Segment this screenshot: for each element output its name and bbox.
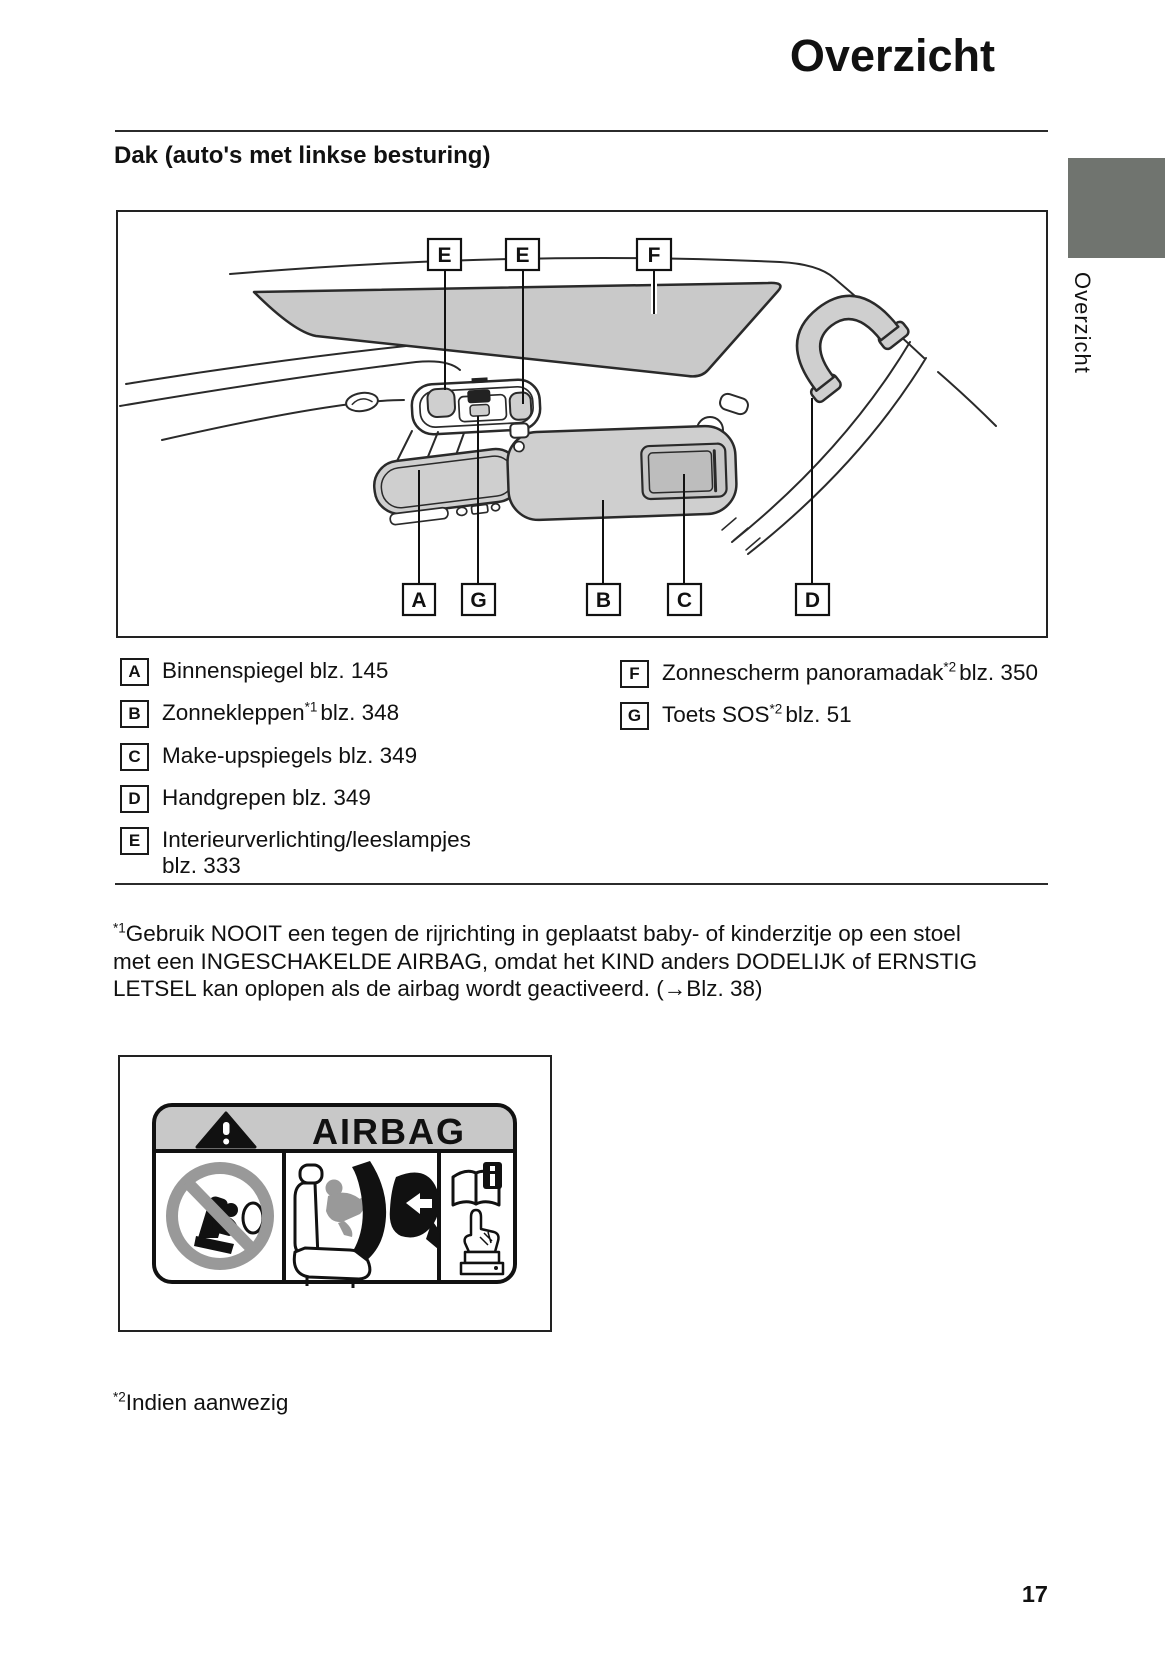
legend-row-G <box>620 702 852 730</box>
page-number: 17 <box>1021 1581 1048 1607</box>
diagram-label-B: B <box>595 589 612 612</box>
airbag-warning-label <box>120 1057 550 1330</box>
airbag-deployment-icon <box>294 1161 440 1288</box>
rearview-mirror <box>371 446 525 526</box>
legend-text-E: Interieurverlichting/leeslampjes blz. 333 <box>162 827 471 878</box>
diagram-label-A: A <box>411 589 427 612</box>
footnote-ref: *1 <box>113 920 126 936</box>
legend-rule <box>115 883 1048 885</box>
sun-visor <box>506 416 737 521</box>
legend-key-D: D <box>120 785 149 813</box>
legend-text-B: Zonnekleppen$^{*1}$ blz. 348 <box>162 699 400 725</box>
legend-row-D <box>120 785 371 813</box>
roof-diagram-svg <box>118 212 1046 636</box>
footnote-1-line2: met een INGESCHAKELDE AIRBAG, omdat het KIND anders DODELIJK of ERNSTIG <box>113 948 978 974</box>
pointing-hand-icon <box>461 1210 503 1274</box>
diagram-label-D: D <box>804 589 821 612</box>
footnote-ref: *2 <box>113 1389 126 1405</box>
legend-row-E <box>120 827 471 879</box>
section-heading: Dak (auto's met linkse besturing) <box>114 142 491 169</box>
legend-text-F: Zonnescherm panoramadak$^{*2}$ blz. 350 <box>662 659 1038 685</box>
sunroof-panel <box>254 283 780 377</box>
footnote-2 <box>113 1389 1053 1417</box>
footnote-ref: *2 <box>943 659 957 675</box>
diagram-label-G: G <box>470 589 487 612</box>
legend-text-D: Handgrepen blz. 349 <box>162 785 371 810</box>
headliner-line <box>120 361 460 406</box>
footnote-2-line: $^{*2}$Indien aanwezig <box>113 1389 289 1415</box>
legend-key-F: F <box>620 660 649 688</box>
legend-row-C <box>120 743 417 771</box>
diagram-label-E2: E <box>515 244 530 267</box>
diagram-label-E1: E <box>437 244 452 267</box>
page-title: Overzicht <box>789 30 995 81</box>
legend-text-C: Make-upspiegels blz. 349 <box>162 743 418 768</box>
no-rear-facing-child-seat-icon <box>172 1168 268 1264</box>
sos-button <box>467 389 491 403</box>
footnote-1-line1: $^{*1}$Gebruik NOOIT een tegen de rijrichting in geplaatst baby- of kinderzitje op een stoel <box>113 920 961 946</box>
airbag-label-title: AIRBAG <box>312 1111 466 1152</box>
legend-text-A: Binnenspiegel blz. 145 <box>162 658 389 683</box>
legend-text-E-line2: blz. 333 <box>162 853 241 878</box>
diagram-label-C: C <box>676 589 693 612</box>
diagram-label-F: F <box>647 244 661 267</box>
map-light-left <box>427 388 455 417</box>
headliner-line <box>126 346 406 384</box>
roof-diagram-frame <box>116 210 1048 638</box>
legend-row-B <box>120 700 399 728</box>
legend-row-A <box>120 658 388 686</box>
chapter-tab-label: Overzicht <box>1070 272 1095 374</box>
grab-handle <box>772 273 910 404</box>
coat-hook-icon <box>345 391 379 413</box>
chapter-tab <box>1068 158 1165 258</box>
legend-key-G: G <box>620 702 649 730</box>
legend-key-E: E <box>120 827 149 855</box>
legend-row-F <box>620 660 1038 688</box>
title-rule <box>115 130 1048 132</box>
owners-manual-icon <box>453 1162 502 1205</box>
footnote-1 <box>113 920 1053 1003</box>
footnote-ref: *2 <box>769 701 783 717</box>
footnote-1-line3: LETSEL kan oplopen als de airbag wordt geactiveerd. (→Blz. 38) <box>113 976 763 1001</box>
legend-key-B: B <box>120 700 149 728</box>
legend-key-C: C <box>120 743 149 771</box>
map-light-right <box>509 392 531 420</box>
door-frame-line <box>938 372 996 426</box>
airbag-warning-frame <box>118 1055 552 1332</box>
legend-text-G: Toets SOS$^{*2}$ blz. 51 <box>662 701 852 727</box>
coat-hook-icon <box>718 392 750 416</box>
legend-key-A: A <box>120 658 149 686</box>
footnote-ref: *1 <box>304 699 318 715</box>
